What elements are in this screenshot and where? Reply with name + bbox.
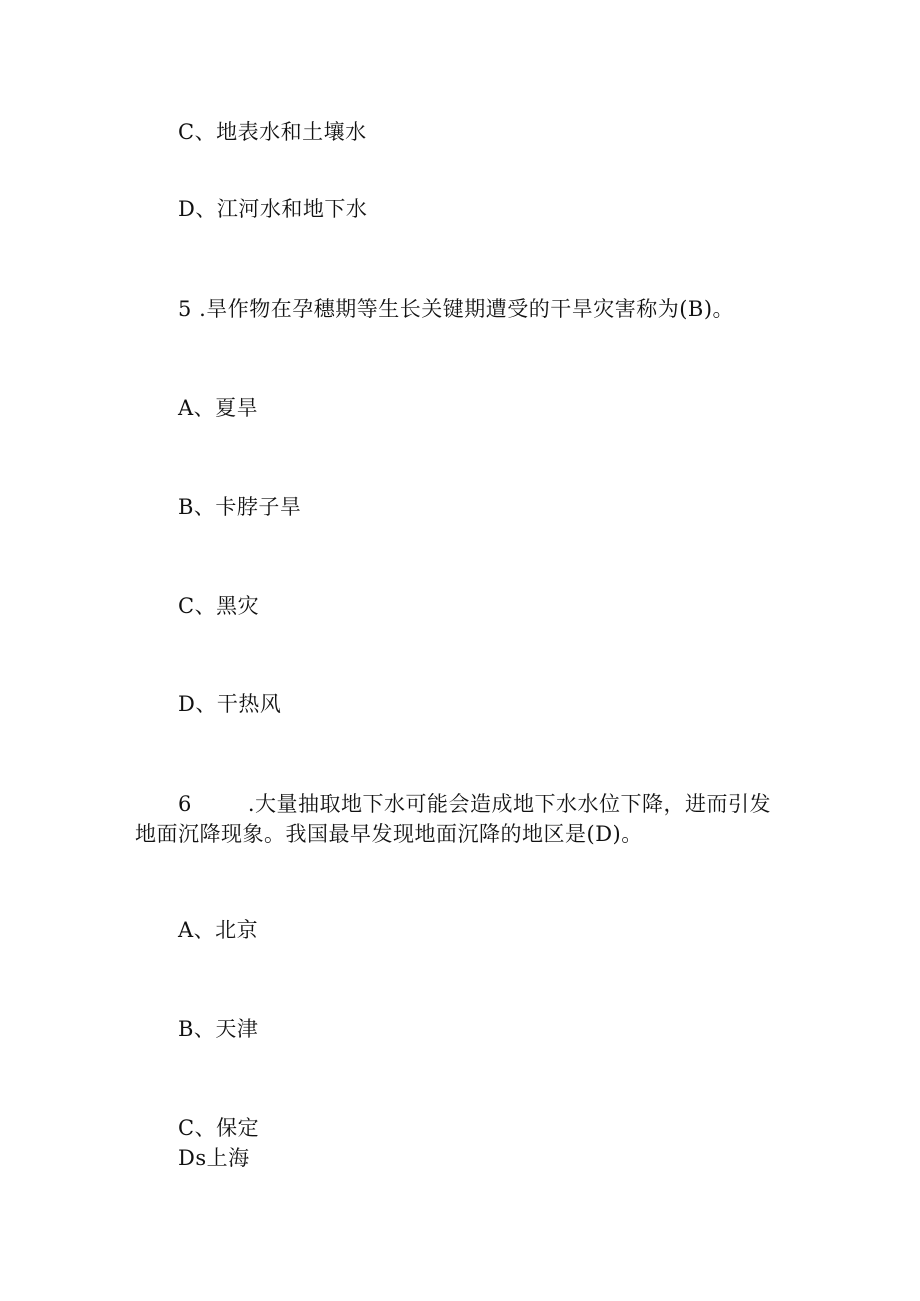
q4-option-c: C、地表水和土壤水 [178,120,367,144]
q4-option-d: D、江河水和地下水 [178,197,368,221]
q6-option-c: C、保定 [178,1116,260,1140]
question-5-number: 5 [178,297,192,321]
q5-option-d: D、干热风 [178,692,282,716]
q6-option-a: A、北京 [178,918,259,942]
q6-option-b: B、天津 [178,1017,259,1041]
question-5-text: .旱作物在孕穗期等生长关键期遭受的干旱灾害称为(B)。 [199,297,735,321]
question-5 [178,295,734,323]
question-6-line-2: 地面沉降现象。我国最早发现地面沉降的地区是(D)。 [135,822,643,846]
q5-option-c: C、黑灾 [178,594,260,618]
q5-option-a: A、夏旱 [178,396,259,420]
question-6-number: 6 [178,792,192,816]
q5-option-b: B、卡脖子旱 [178,495,302,519]
question-6-text-1: .大量抽取地下水可能会造成地下水水位下降，进而引发 [247,792,772,816]
question-6-line-1 [178,790,771,818]
q6-option-d: Ds上海 [178,1146,250,1170]
